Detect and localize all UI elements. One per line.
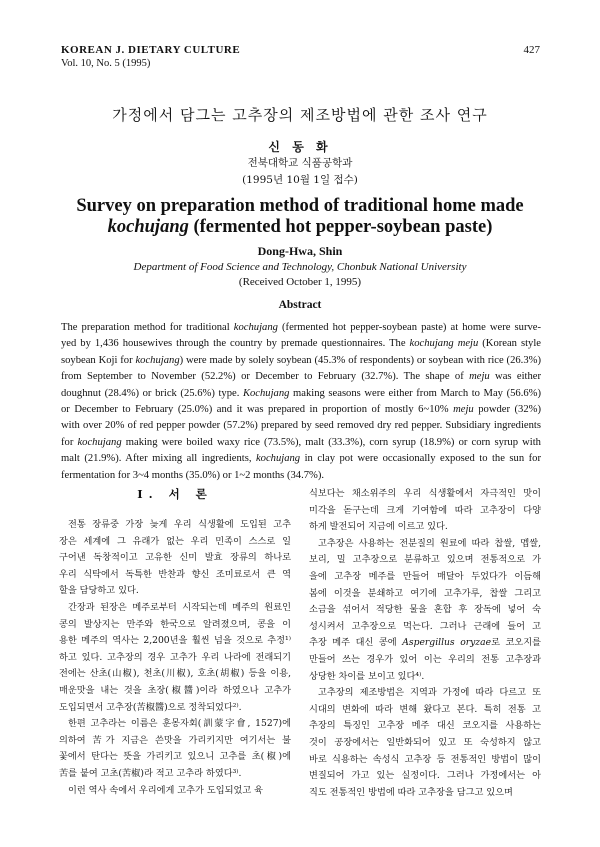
body-column-left <box>59 486 291 799</box>
abstract-heading: Abstract <box>278 299 322 311</box>
body-text-line: 성시켜서 고추장으로 먹는다. 그러나 근래에 들어 고 <box>309 620 541 632</box>
abstract-line: for kochujang making were boiled waxy rice (73.5%), malt (33.3%), corn syrup (18.9%) or corn syrup with <box>61 436 541 448</box>
english-received-date: (Received October 1, 1995) <box>238 276 362 288</box>
body-text-line: 바로 식용하는 속성식 고추장 등 전통적인 방법이 많이 <box>309 753 541 765</box>
body-text-line: 콩의 발상지는 만주와 한국으로 알려졌으며, 콩을 이 <box>59 618 291 630</box>
body-text-line: 구어낸 독창적이고 고유한 신미 발효 장류의 하나로 <box>59 552 291 564</box>
body-text-line: 봄에 이것을 분쇄하고 여기에 고추가루, 찹쌀 그리고 <box>309 587 541 599</box>
english-author: Dong-Hwa, Shin <box>257 244 343 258</box>
body-text-line: 꽃에서 탄다는 뜻을 가리키고 있으니 고추를 초(椒)에 <box>59 751 291 763</box>
body-text-line: 의하여 苦가 지금은 쓴맛을 가리키지만 여기서는 불 <box>59 734 291 746</box>
section-heading-introduction: I. 서 론 <box>137 487 213 501</box>
body-text-line: 고추장의 제조방법은 지역과 가정에 따라 다르고 또 <box>318 687 541 699</box>
body-text-line: 이런 역사 속에서 우리에게 고추가 도입되었고 육 <box>68 784 264 796</box>
body-text-line: 전통 장류중 가장 늦게 우리 식생활에 도입된 고추 <box>68 519 291 530</box>
korean-author: 신 동 화 <box>268 140 332 154</box>
journal-volume: Vol. 10, No. 5 (1995) <box>61 58 151 69</box>
abstract-line: soybean Koji for kochujang) were made by solely soybean (45.3% of respondents) or soybean with rice (26.3%) <box>61 354 541 366</box>
abstract-line: fermentation for 3~4 months (35.0%) or 1~2 months (34.7%). <box>61 469 325 481</box>
body-text-line: 변질되어 가고 있는 실정이다. 그러나 가정에서는 아 <box>309 770 541 782</box>
body-text-line: 식보다는 채소위주의 우리 식생활에서 자극적인 맛이 <box>309 488 541 499</box>
body-text-line: 도입되면서 고추장(苦椒醬)으로 정착되었다²⁾. <box>59 701 242 713</box>
body-text-line: 한편 고추라는 이름은 훈몽자회(訓蒙字會, 1527)에 <box>68 718 291 730</box>
abstract-line: malt (21.9%). After mixing all ingredients, kochujang in clay pot were occasionally exposed to the sun for <box>61 453 541 465</box>
korean-received-date: (1995년 10월 1일 접수) <box>242 174 358 186</box>
body-text-line: 직도 전통적인 방법에 따라 고추장을 담그고 있으며 <box>309 786 513 798</box>
body-text-line: 을에 고추장 메주를 만들어 매달아 두었다가 이듬해 <box>309 570 541 582</box>
body-text-line: 장은 세계에 그 유래가 없는 우리 민족이 스스로 일 <box>59 535 291 547</box>
korean-affiliation: 전북대학교 식품공학과 <box>247 157 353 169</box>
english-title-line2: (fermented hot pepper-soybean paste) <box>188 217 493 237</box>
body-text-line: 할을 담당하고 있다. <box>59 585 139 597</box>
body-text-line: 苦를 붙여 고초(苦椒)라 적고 고추라 하였다³⁾. <box>59 767 242 779</box>
body-text-line: 매운맛을 내는 것을 초장(椒醬)이라 하였으나 고추가 <box>59 684 291 696</box>
body-text-line: 간장과 된장은 메주로부터 시작되는데 메주의 원료인 <box>68 601 291 613</box>
abstract-line: doughnut (28.4%) or brick (25.6%) type. Kochujang making seasons were either from March to May (56.6%) <box>61 387 541 399</box>
abstract-line: with over 20% of red pepper powder (57.2%) prepared by seed removed dry red pepper. Subsidiary ingredients <box>61 420 541 432</box>
body-text-line: 고추장은 사용하는 전분질의 원료에 따라 찹쌀, 멥쌀, <box>318 537 541 549</box>
english-title-kochujang: kochujang <box>107 217 189 237</box>
korean-title: 가정에서 담그는 고추장의 제조방법에 관한 조사 연구 <box>112 106 488 124</box>
abstract-line: yed by 1,436 housewives through the country by premade questionnaires. The kochujang meju (Korean style <box>61 338 541 350</box>
abstract-line: The preparation method for traditional kochujang (fermented hot pepper-soybean paste) at home were surve- <box>61 322 541 333</box>
english-title <box>0 196 600 238</box>
english-title-line1: Survey on preparation method of traditional home made <box>76 196 524 216</box>
english-affiliation: Department of Food Science and Technology, Chonbuk National University <box>133 261 467 273</box>
body-text-line: 미각을 돋구는데 크게 기여함에 따라 고추장이 다양 <box>309 504 541 516</box>
body-text-line: 하게 발전되어 지금에 이르고 있다. <box>309 521 448 533</box>
body-text-line: 상당한 차이를 보이고 있다⁴⁾. <box>309 670 425 682</box>
body-text-line: 용한 메주의 역사는 2,200년을 훨씬 넘을 것으로 추정¹⁾ <box>59 635 291 647</box>
body-text-line: 우리 식탁에서 독특한 반찬과 향신 조미료로서 큰 역 <box>59 568 291 580</box>
body-text-line: 시대의 변화에 따라 변해 왔다고 본다. 특히 전통 고 <box>309 703 541 715</box>
body-text-line: 보리, 밀 고추장으로 분류하고 있으며 전통적으로 가 <box>309 554 541 566</box>
body-text-line: 추장의 특징인 고추장 메주 대신 코오지를 사용하는 <box>309 720 541 732</box>
body-text-line: 전에는 산초(山椒), 천초(川椒), 호초(胡椒) 등을 이용, <box>59 668 291 680</box>
body-text-line: 하고 있다. 고추장의 경우 고추가 우리 나라에 전래되기 <box>59 651 291 663</box>
page-number: 427 <box>523 44 540 56</box>
body-text-line: 만들어 쓰는 경우가 있어 이는 우리의 전통 고추장과 <box>309 653 541 665</box>
abstract-line: or December to February (25.0%) and it was prepared in proportion of mostly 6~10% meju powder (32%) <box>61 404 541 416</box>
body-column-right <box>309 486 541 801</box>
body-text-line: 것이 공장에서는 일반화되어 있고 또 숙성하지 않고 <box>309 736 541 748</box>
body-text-line: 소금을 섞어서 적당한 물을 혼합 후 장독에 넣어 숙 <box>309 604 541 616</box>
abstract-body <box>61 320 541 484</box>
journal-name: KOREAN J. DIETARY CULTURE <box>61 44 241 56</box>
body-text-line: 추장 메주 대신 콩에 Aspergillus oryzae로 코오지를 <box>309 637 541 649</box>
abstract-line: from September to November (52.2%) or December to February (32.7%). The shape of meju was either <box>61 371 541 383</box>
